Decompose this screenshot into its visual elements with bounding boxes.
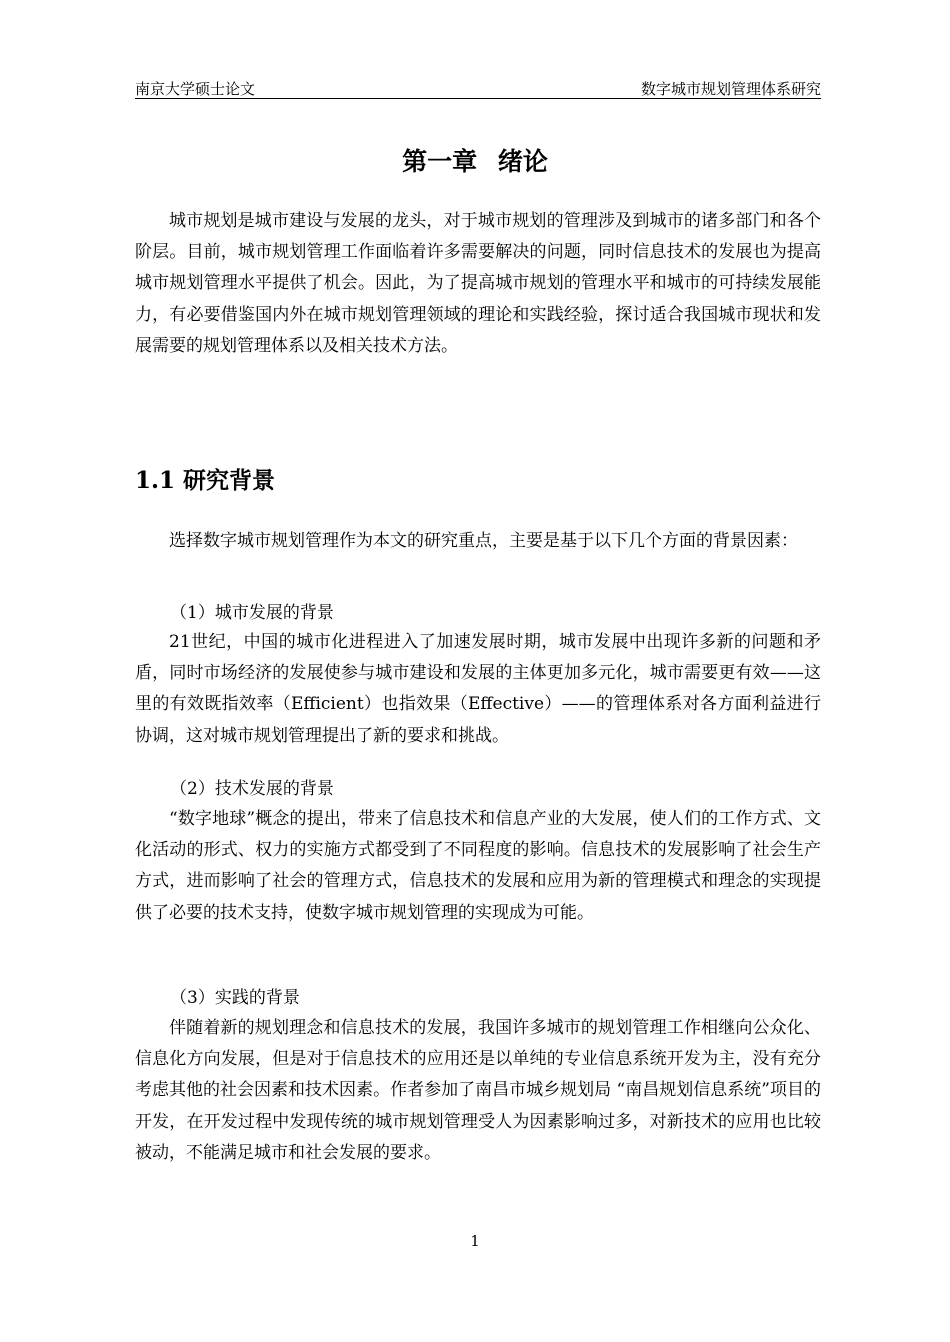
section-title: 1.1 研究背景 [135, 467, 276, 494]
header-university: 南京大学硕士论文 [135, 80, 256, 98]
intro-paragraph: 城市规划是城市建设与发展的龙头，对于城市规划的管理涉及到城市的诸多部门和各个阶层。目前，城市规划管理工作面临着许多需要解决的问题，同时信息技术的发展也为提高城市规划管理水平提供了机会。因此，为了提高城市规划的管理水平和城市的可持续发展能力，有必要借鉴国内外在城市规划管理领域的理论和实践经验，探讨适合我国城市现状和发展需要的规划管理体系以及相关技术方法。 [135, 211, 821, 356]
paragraph-urban-development: 21世纪，中国的城市化进程进入了加速发展时期，城市发展中出现许多新的问题和矛盾，同时市场经济的发展使参与城市建设和发展的主体更加多元化，城市需要更有效——这里的有效既指效率（Efficient）也指效果（Effective）——的管理体系对各方面利益进行协调，这对城市规划管理提出了新的要求和挑战。 [135, 632, 821, 746]
subheading-practice: （3）实践的背景 [170, 988, 300, 1008]
paragraph-technology-development: “数字地球”概念的提出，带来了信息技术和信息产业的大发展，使人们的工作方式、文化活动的形式、权力的实施方式都受到了不同程度的影响。信息技术的发展影响了社会生产方式，进而影响了社会的管理方式，信息技术的发展和应用为新的管理模式和理念的实现提供了必要的技术支持，使数字城市规划管理的实现成为可能。 [135, 809, 821, 923]
section-lead-paragraph: 选择数字城市规划管理作为本文的研究重点，主要是基于以下几个方面的背景因素： [169, 531, 798, 551]
chapter-title: 第一章 绪论 [402, 147, 548, 176]
paragraph-practice: 伴随着新的规划理念和信息技术的发展，我国许多城市的规划管理工作相继向公众化、信息化方向发展，但是对于信息技术的应用还是以单纯的专业信息系统开发为主，没有充分考虑其他的社会因素和技术因素。作者参加了南昌市城乡规划局 “南昌规划信息系统”项目的开发，在开发过程中发现传统的城市规划管理受人为因素影响过多，对新技术的应用也比较被动，不能满足城市和社会发展的要求。 [135, 1018, 821, 1163]
subheading-technology-development: （2）技术发展的背景 [170, 779, 334, 799]
running-header [135, 76, 821, 99]
subheading-urban-development: （1）城市发展的背景 [170, 603, 334, 623]
page-number: 1 [470, 1232, 480, 1250]
header-thesis-title: 数字城市规划管理体系研究 [640, 80, 821, 98]
